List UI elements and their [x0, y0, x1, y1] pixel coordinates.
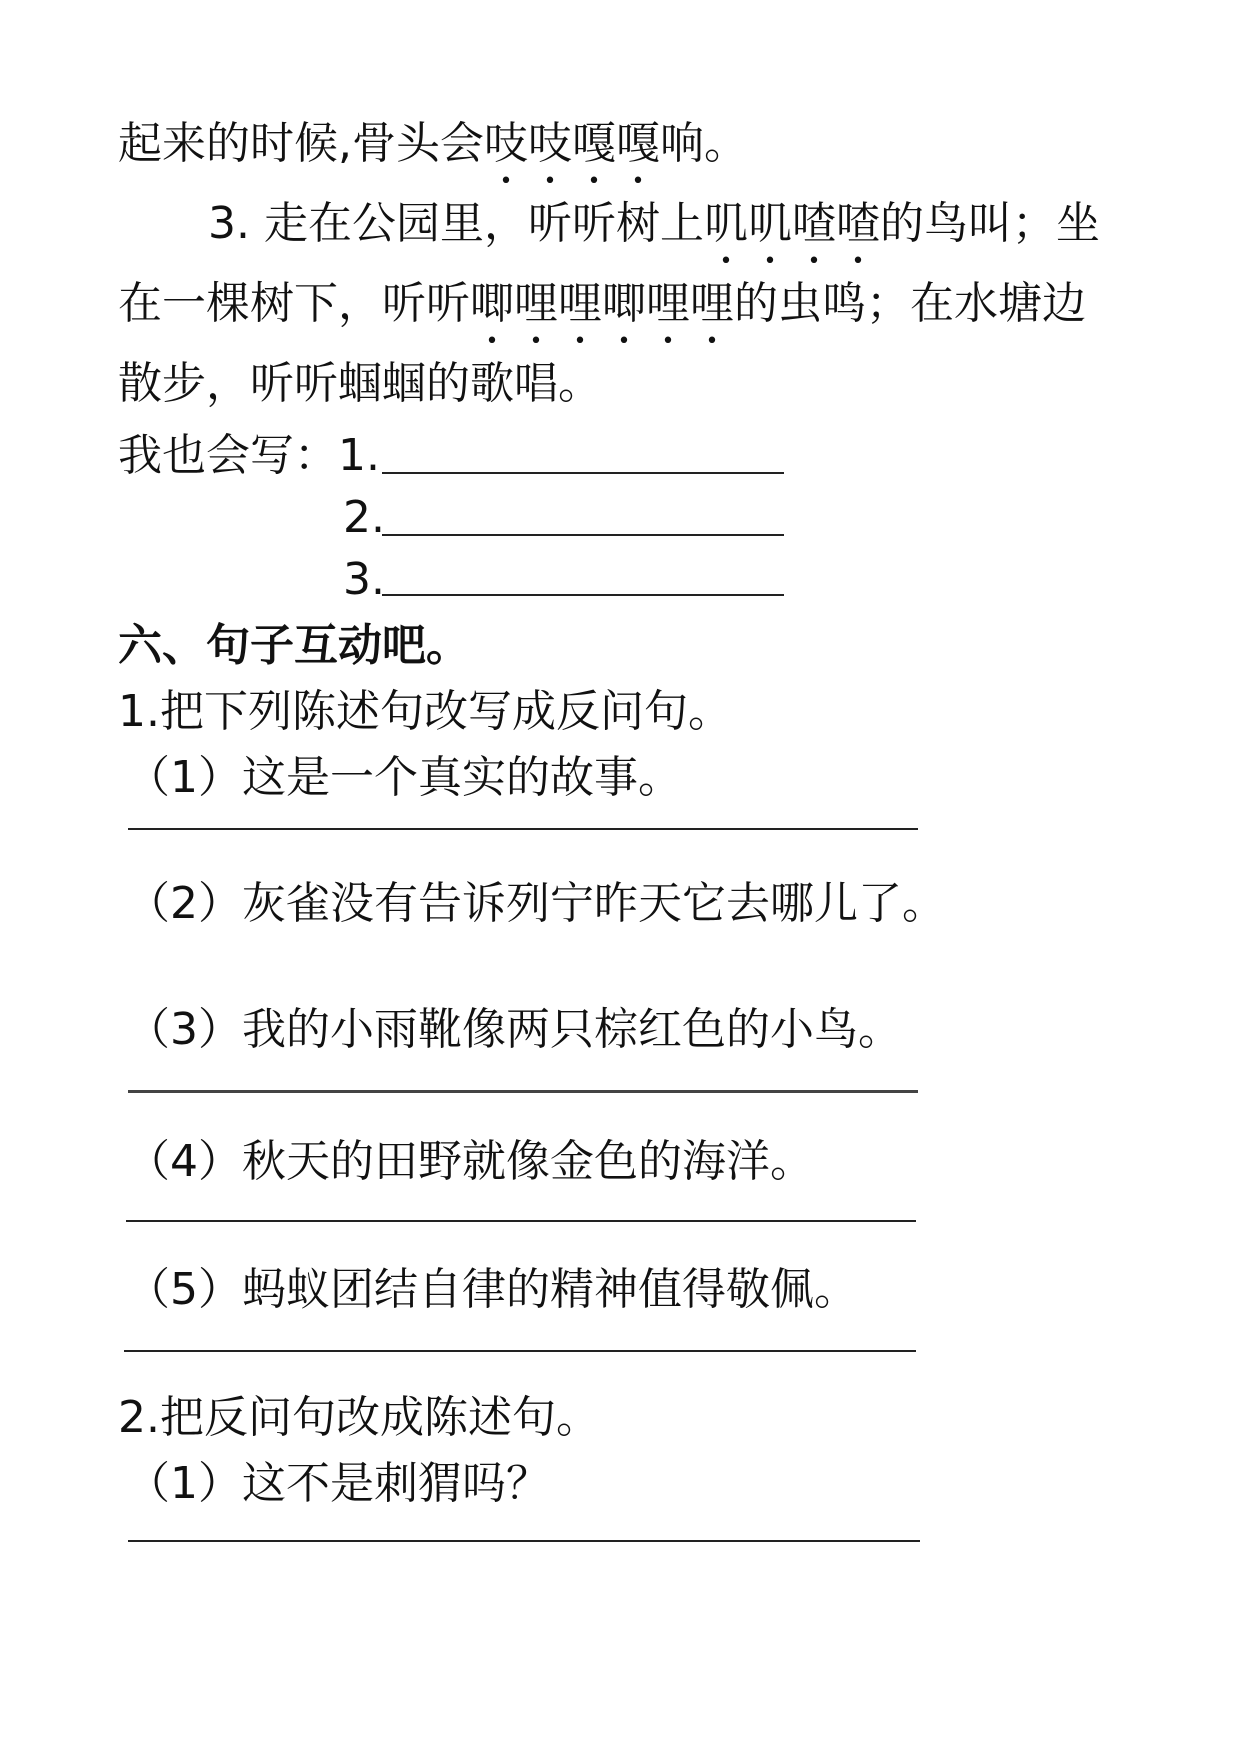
dotted-words: 吱吱嘎嘎 [484, 118, 660, 169]
passage-line [208, 196, 1100, 274]
question-item: （2）灰雀没有告诉列宁昨天它去哪儿了。 [126, 878, 946, 929]
question-item: （1）这是一个真实的故事。 [126, 752, 682, 803]
passage-line [118, 276, 1086, 354]
passage-text: 起来的时候,骨头会 [118, 118, 484, 169]
passage-text: 的鸟叫；坐 [879, 198, 1100, 249]
write-item-number: 3. [343, 554, 385, 605]
answer-line[interactable] [128, 828, 918, 830]
paragraph-number: 3. [208, 198, 250, 249]
passage-text: 的虫鸣；在水塘边 [734, 278, 1086, 329]
answer-line[interactable] [128, 1090, 918, 1093]
write-label: 我也会写： [118, 430, 338, 481]
answer-line[interactable] [128, 1540, 920, 1542]
answer-line[interactable] [124, 1350, 916, 1352]
question-item: （1）这不是刺猬吗？ [126, 1458, 550, 1509]
write-answer-line-1[interactable] [382, 472, 784, 474]
write-label-line [118, 428, 380, 484]
question-item: （4）秋天的田野就像金色的海洋。 [126, 1136, 814, 1187]
write-answer-line-2[interactable] [382, 534, 784, 536]
answer-line[interactable] [126, 1220, 916, 1222]
write-item-number: 2. [343, 492, 385, 543]
passage-text: 走在公园里，听听树上 [263, 198, 704, 249]
write-item-number: 1. [338, 430, 380, 481]
passage-text: 响。 [660, 118, 748, 169]
question-title: 1.把下列陈述句改写成反问句。 [118, 686, 732, 737]
question-item: （5）蚂蚁团结自律的精神值得敬佩。 [126, 1264, 858, 1315]
write-answer-line-3[interactable] [382, 594, 784, 596]
question-item: （3）我的小雨靴像两只棕红色的小鸟。 [126, 1004, 902, 1055]
passage-line [118, 116, 748, 194]
dotted-words: 唧哩哩唧哩哩 [470, 278, 734, 329]
section-title: 六、句子互动吧。 [118, 620, 470, 671]
question-title: 2.把反问句改成陈述句。 [118, 1392, 600, 1443]
passage-text: 在一棵树下，听听 [118, 278, 470, 329]
dotted-words: 叽叽喳喳 [703, 198, 880, 249]
passage-line: 散步，听听蝈蝈的歌唱。 [118, 358, 602, 409]
